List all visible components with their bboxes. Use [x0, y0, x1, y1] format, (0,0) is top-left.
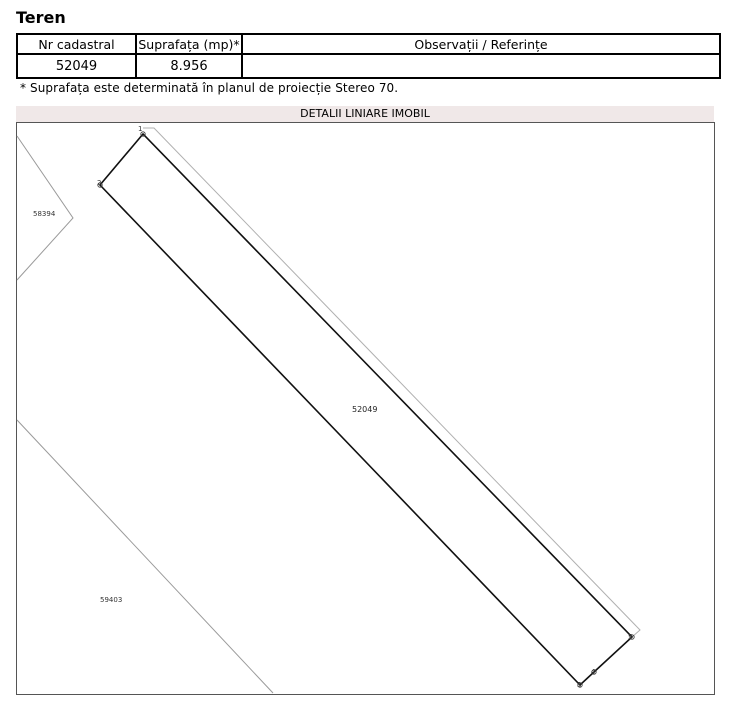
header-suprafata: Suprafața (mp)*: [136, 34, 242, 54]
header-observatii: Observații / Referințe: [242, 34, 720, 54]
vertex-label-4: 4: [591, 668, 596, 676]
vertex-label-2: 2: [97, 179, 102, 187]
map-title: DETALII LINIARE IMOBIL: [16, 106, 714, 122]
vertex-label-1: 1: [138, 125, 143, 133]
header-nr-cadastral: Nr cadastral: [17, 34, 136, 54]
parcel-number-label: 52049: [352, 405, 378, 414]
neighbor-label-59403: 59403: [100, 596, 123, 604]
footnote: * Suprafața este determinată în planul de proiecție Stereo 70.: [20, 81, 399, 95]
neighbor-label-58394: 58394: [33, 210, 56, 218]
section-title: Teren: [16, 8, 66, 27]
cell-suprafata: 8.956: [136, 54, 242, 78]
adjacent-boundary: [143, 128, 640, 637]
vertex-label-3: 3: [577, 681, 582, 689]
neighbor-boundary-lower: [17, 420, 273, 693]
vertex-label-5: 5: [628, 633, 633, 641]
cell-nr-cadastral: 52049: [17, 54, 136, 78]
neighbor-boundary-upper: [17, 136, 73, 280]
